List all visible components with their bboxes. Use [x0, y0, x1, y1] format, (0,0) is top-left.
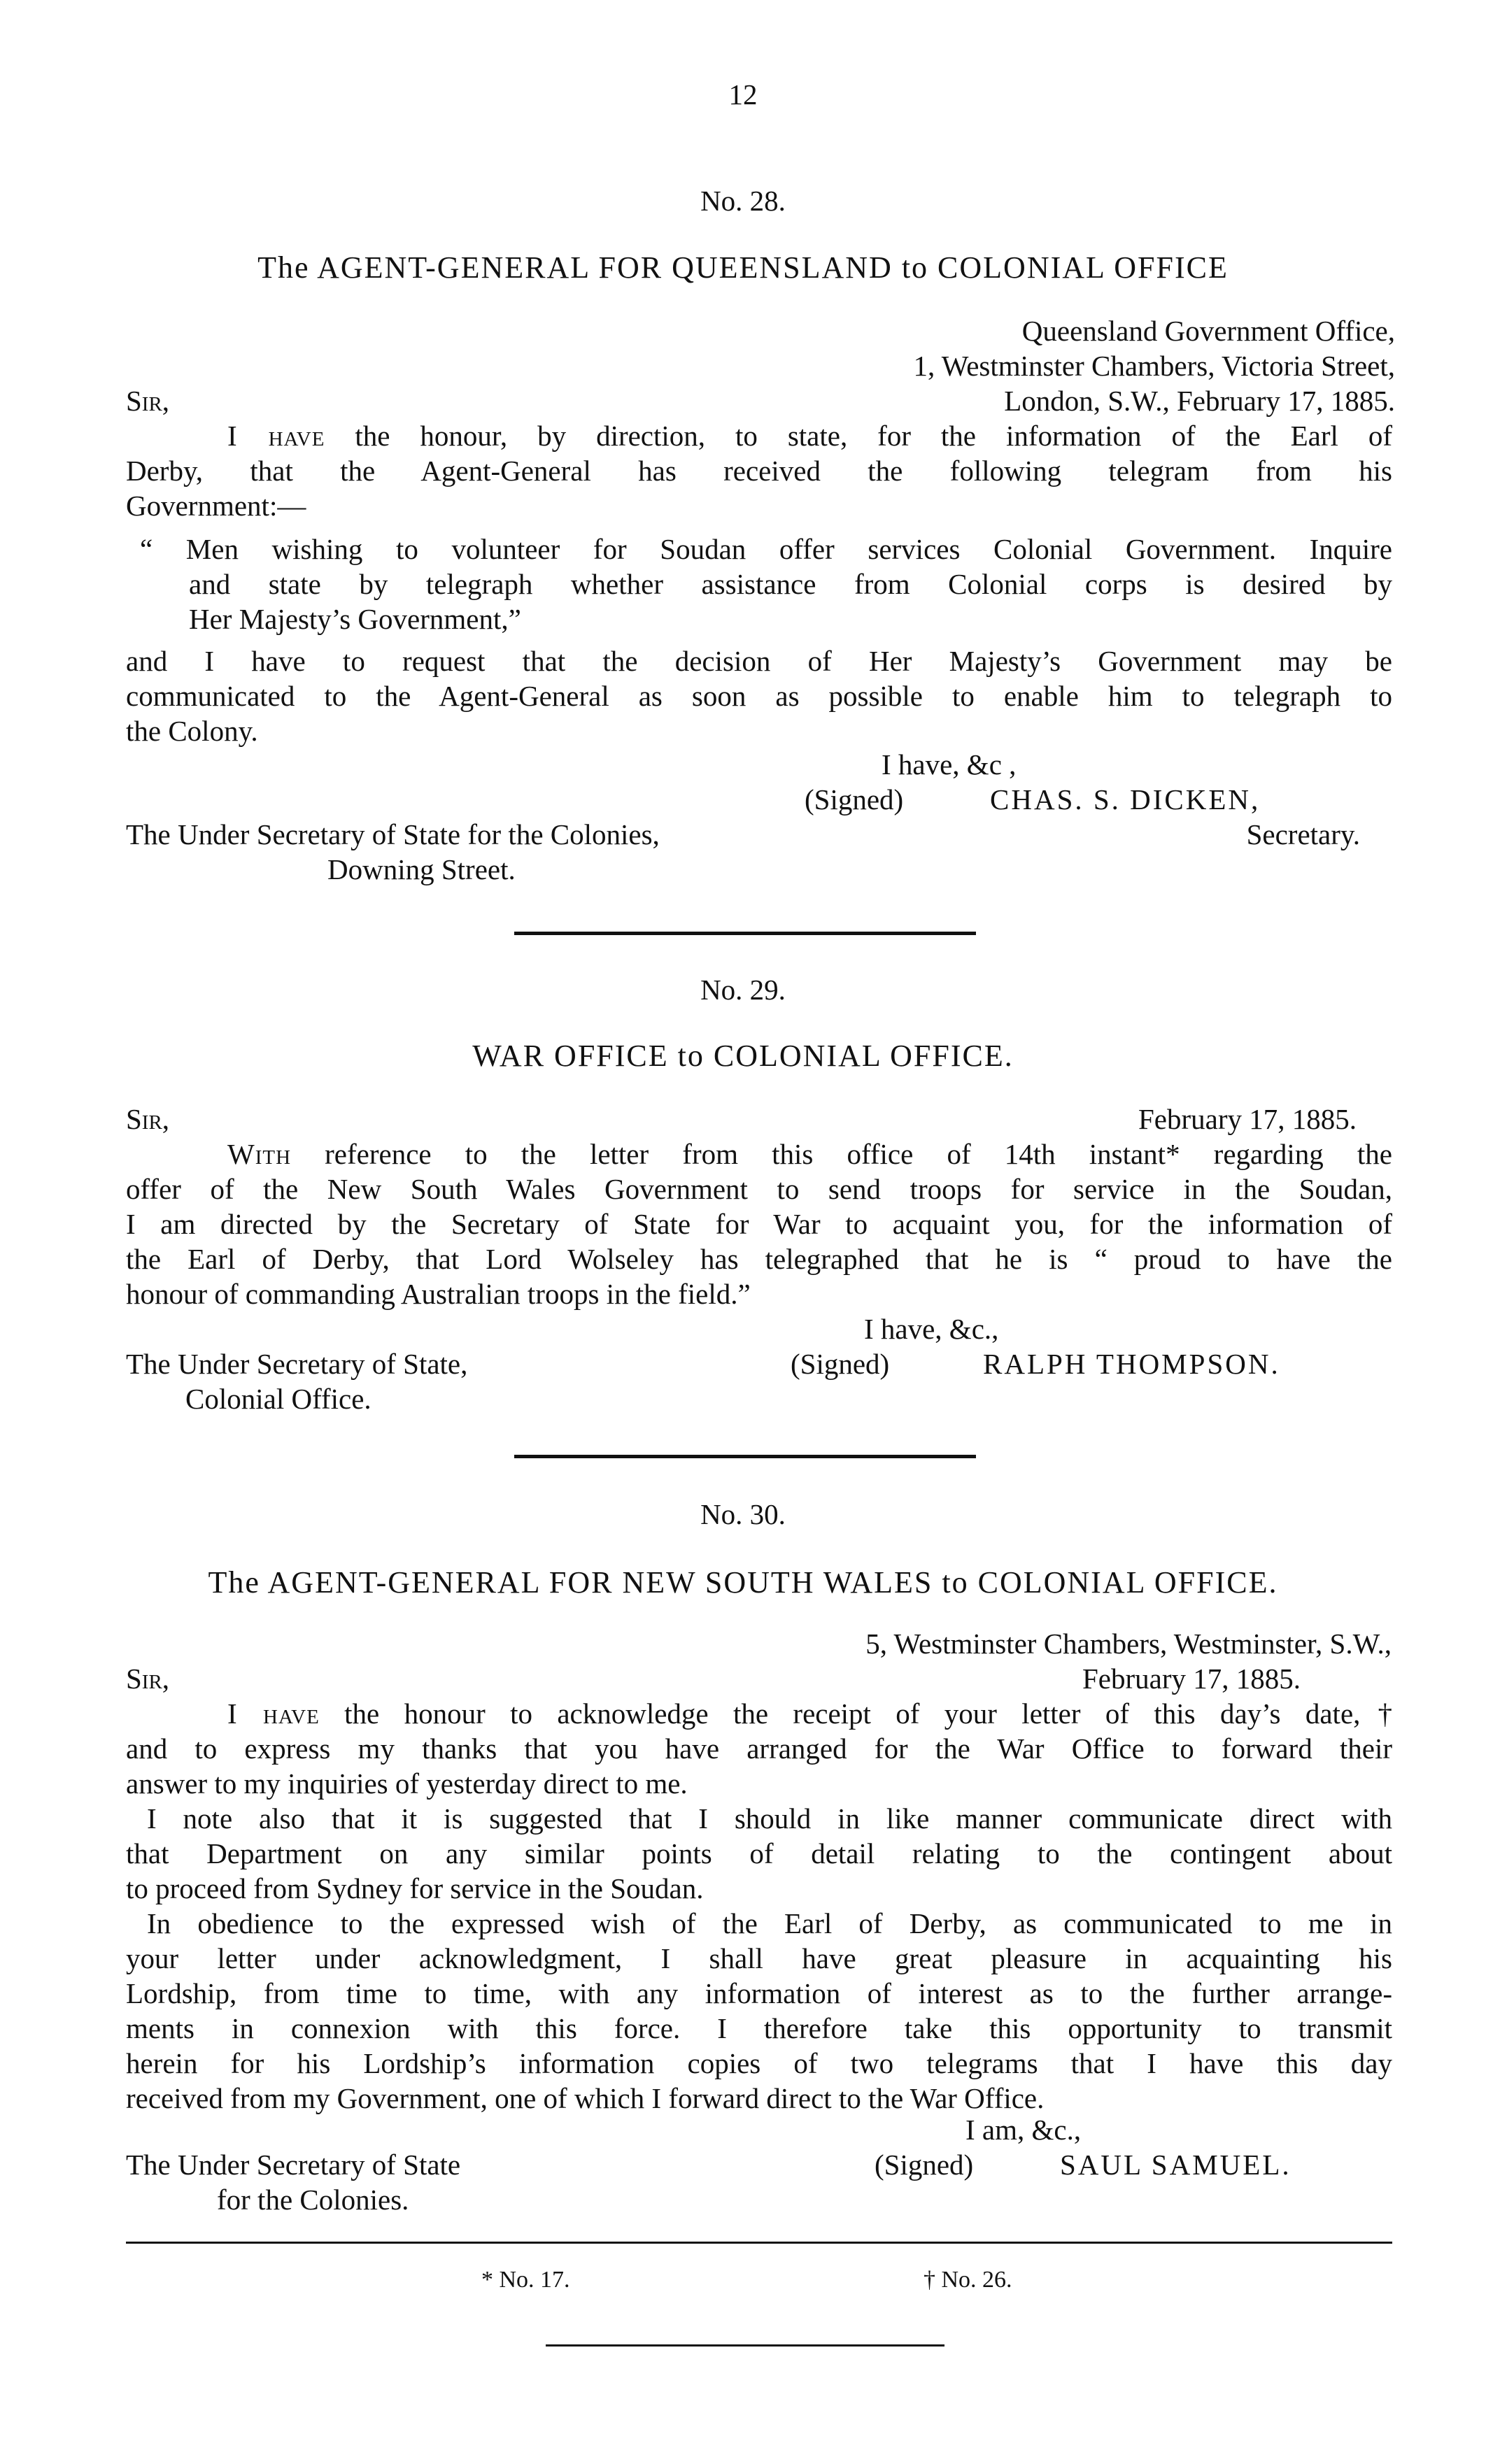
letter-30-body-line: I note also that it is suggested that I should in like manner communicate direct with: [147, 1802, 1392, 1835]
letter-29-recipient-line: The Under Secretary of State,: [126, 1348, 468, 1380]
letter-30-body-line: that Department on any similar points of detail relating to the contingent about: [126, 1837, 1392, 1870]
letter-28-address-line: Queensland Government Office,: [1021, 315, 1395, 347]
letter-30-body-line: I have the honour to acknowledge the receipt of your letter of this day’s date,†: [227, 1697, 1392, 1730]
letter-28-quote-line: Her Majesty’s Government,”: [189, 603, 521, 635]
letter-30-closing: I am, &c.,: [965, 2114, 1082, 2146]
letter-28-recipient-line: The Under Secretary of State for the Colonies,: [126, 818, 660, 850]
letter-28-number: No. 28.: [700, 185, 786, 217]
footnote-rule: [126, 2242, 1392, 2244]
footnote: † No. 26.: [924, 2267, 1012, 2293]
letter-28-signed: (Signed): [805, 783, 904, 816]
letter-29-body-line: honour of commanding Australian troops in the field.”: [126, 1278, 751, 1310]
letter-30-title: The AGENT-GENERAL FOR NEW SOUTH WALES to COLONIAL OFFICE.: [208, 1565, 1278, 1600]
letter-28-title: The AGENT-GENERAL FOR QUEENSLAND to COLONIAL OFFICE: [257, 250, 1229, 285]
letter-29-title: WAR OFFICE to COLONIAL OFFICE.: [472, 1039, 1014, 1073]
letter-30-body-line: received from my Government, one of which I forward direct to the War Office.: [126, 2082, 1045, 2114]
letter-30-body-line: to proceed from Sydney for service in the Soudan.: [126, 1872, 704, 1904]
letter-28-address-line: London, S.W., February 17, 1885.: [1004, 385, 1395, 417]
footnote: * No. 17.: [481, 2267, 570, 2293]
letter-29-closing: I have, &c.,: [864, 1313, 999, 1345]
letter-30-salutation: Sir,: [126, 1662, 170, 1695]
letter-30-body-line: herein for his Lordship’s information copies of two telegrams that I have this day: [126, 2047, 1392, 2079]
letter-28-body-line: communicated to the Agent-General as soon as possible to enable him to telegraph to: [126, 680, 1392, 712]
letter-30-body-line: and to express my thanks that you have arranged for the War Office to forward their: [126, 1732, 1392, 1765]
letter-28-quote-line: “ Men wishing to volunteer for Soudan offer services Colonial Government. Inquire: [140, 533, 1392, 565]
letter-30-body-line: Lordship, from time to time, with any information of interest as to the further arrange-: [126, 1977, 1392, 2009]
letter-30-number: No. 30.: [700, 1498, 786, 1530]
letter-28-body-line: Derby, that the Agent-General has received the following telegram from his: [126, 455, 1392, 487]
letter-29-recipient-line: Colonial Office.: [185, 1383, 372, 1415]
letter-29-body-line: the Earl of Derby, that Lord Wolseley has telegraphed that he is “ proud to have the: [126, 1243, 1392, 1275]
letter-29-date: February 17, 1885.: [1138, 1103, 1357, 1135]
letter-29-salutation: Sir,: [126, 1103, 170, 1135]
letter-30-body-line: ments in connexion with this force. I therefore take this opportunity to transmit: [126, 2012, 1392, 2044]
letter-30-recipient-line: The Under Secretary of State: [126, 2149, 461, 2181]
letter-30-signatory: SAUL SAMUEL.: [1060, 2149, 1292, 2181]
letter-29-signatory: RALPH THOMPSON.: [983, 1348, 1280, 1380]
letter-28-body-line: Government:—: [126, 490, 306, 522]
letter-29-number: No. 29.: [700, 974, 786, 1006]
letter-30-address-line: February 17, 1885.: [1082, 1662, 1301, 1695]
letter-29-signed: (Signed): [791, 1348, 890, 1380]
letter-28-closing: I have, &c ,: [882, 748, 1017, 781]
letter-30-address-line: 5, Westminster Chambers, Westminster, S.W.,: [865, 1628, 1392, 1660]
letter-28-salutation: Sir,: [126, 385, 170, 417]
letter-30-recipient-line: for the Colonies.: [217, 2184, 409, 2216]
letter-29-body-line: I am directed by the Secretary of State for War to acquaint you, for the information of: [126, 1208, 1392, 1240]
section-divider: [514, 932, 976, 935]
letter-28-signatory: CHAS. S. DICKEN,: [990, 783, 1261, 816]
letter-30-body-line: answer to my inquiries of yesterday direct to me.: [126, 1767, 688, 1800]
letter-29-body-line: With reference to the letter from this office of 14th instant* regarding the: [227, 1138, 1392, 1170]
page-number: 12: [728, 78, 758, 111]
letter-28-body-line: I have the honour, by direction, to state, for the information of the Earl of: [227, 420, 1392, 452]
section-divider: [514, 1455, 976, 1458]
end-rule: [546, 2344, 944, 2347]
letter-28-address-line: 1, Westminster Chambers, Victoria Street,: [913, 350, 1395, 382]
letter-28-body-line: the Colony.: [126, 715, 258, 747]
letter-28-signatory-title: Secretary.: [1246, 818, 1360, 850]
letter-30-body-line: your letter under acknowledgment, I shall have great pleasure in acquainting his: [126, 1942, 1392, 1974]
letter-30-signed: (Signed): [875, 2149, 974, 2181]
letter-28-recipient-line: Downing Street.: [327, 853, 516, 885]
letter-28-quote-line: and state by telegraph whether assistance from Colonial corps is desired by: [189, 568, 1392, 600]
letter-30-body-line: In obedience to the expressed wish of the Earl of Derby, as communicated to me in: [147, 1907, 1392, 1939]
letter-28-body-line: and I have to request that the decision of Her Majesty’s Government may be: [126, 645, 1392, 677]
letter-29-body-line: offer of the New South Wales Government to send troops for service in the Soudan,: [126, 1173, 1392, 1205]
